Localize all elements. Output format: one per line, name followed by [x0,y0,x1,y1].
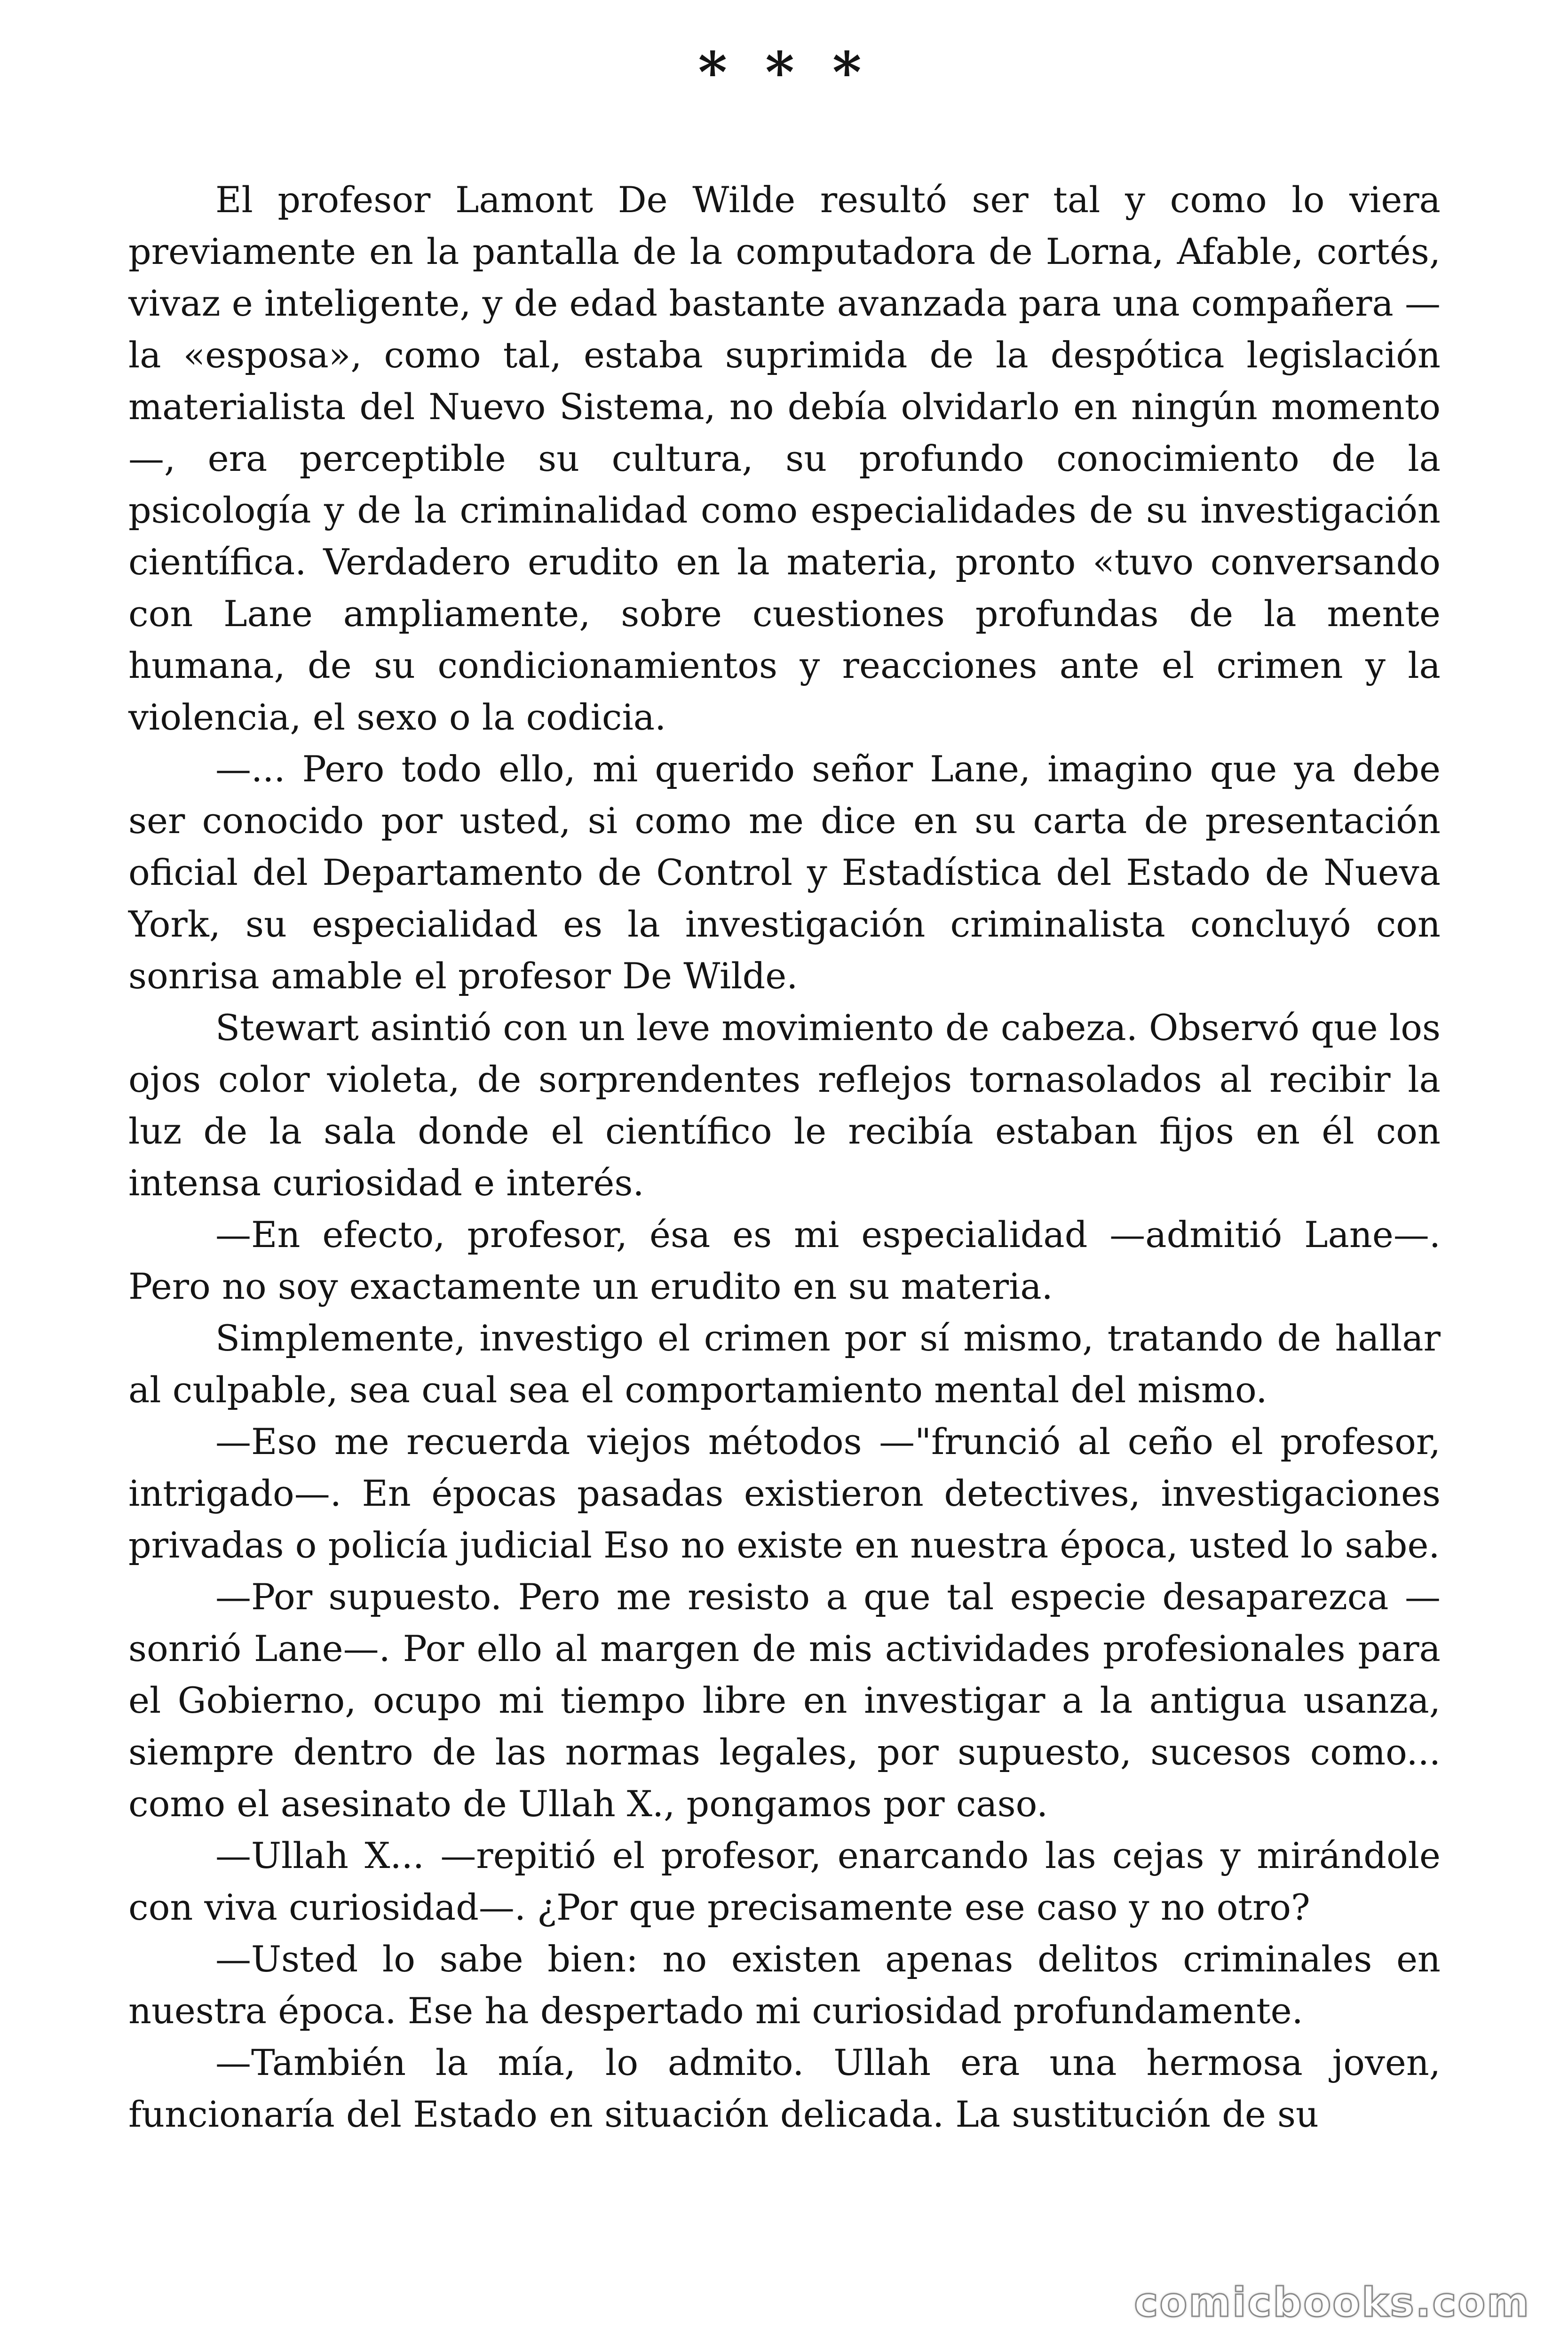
paragraph: —También la mía, lo admito. Ullah era una hermosa joven, funcionaría del Estado en situación delicada. La sustitución de su [128,2042,1441,2135]
paragraph: —... Pero todo ello, mi querido señor Lane, imagino que ya debe ser conocido por usted, si como me dice en su carta de presentación oficial del Departamento de Control y Estadística del Estado de Nueva York, su especialidad es la investigación criminalista concluyó con sonrisa amable el profesor De Wilde. [128,748,1441,997]
paragraph: Simplemente, investigo el crimen por sí mismo, tratando de hallar al culpable, sea cual sea el comportamiento mental del mismo. [128,1317,1441,1411]
paragraph: —Eso me recuerda viejos métodos —"frunció al ceño el profesor, intrigado—. En épocas pasadas existieron detectives, investigaciones privadas o policía judicial Eso no existe en nuestra época, usted lo sabe. [128,1421,1441,1566]
paragraph: El profesor Lamont De Wilde resultó ser tal y como lo viera previamente en la pantalla de la computadora de Lorna, Afable, cortés, vivaz e inteligente, y de edad bastante avanzada para una compañera —la «esposa», como tal, estaba suprimida de la despótica legislación materialista del Nuevo Sistema, no debía olvidarlo en ningún momento—, era perceptible su cultura, su profundo conocimiento de la psicología y de la criminalidad como especialidades de su investigación científica. Verdadero erudito en la materia, pronto «tuvo conversando con Lane ampliamente, sobre cuestiones profundas de la mente humana, de su condicionamientos y reacciones ante el crimen y la violencia, el sexo o la codicia. [128,179,1441,738]
paragraph: —En efecto, profesor, ésa es mi especialidad —admitió Lane—. Pero no soy exactamente un erudito en su materia. [128,1214,1441,1307]
book-page [128,0,1441,2352]
section-separator: * * * [698,40,871,105]
body-text [128,174,1441,2140]
paragraph: Stewart asintió con un leve movimiento de cabeza. Observó que los ojos color violeta, de sorprendentes reflejos tornasolados al recibir la luz de la sala donde el científico le recibía estaban fijos en él con intensa curiosidad e interés. [128,1007,1441,1204]
paragraph: —Usted lo sabe bien: no existen apenas delitos criminales en nuestra época. Ese ha despertado mi curiosidad profundamente. [128,1938,1441,2032]
paragraph: —Por supuesto. Pero me resisto a que tal especie desaparezca —sonrió Lane—. Por ello al margen de mis actividades profesionales para el Gobierno, ocupo mi tiempo libre en investigar a la antigua usanza, siempre dentro de las normas legales, por supuesto, sucesos como... como el asesinato de Ullah X., pongamos por caso. [128,1576,1441,1825]
watermark: comicbooks.com [1134,2279,1530,2326]
paragraph: —Ullah X... —repitió el profesor, enarcando las cejas y mirándole con viva curiosidad—. ¿Por que precisamente ese caso y no otro? [128,1835,1441,1928]
